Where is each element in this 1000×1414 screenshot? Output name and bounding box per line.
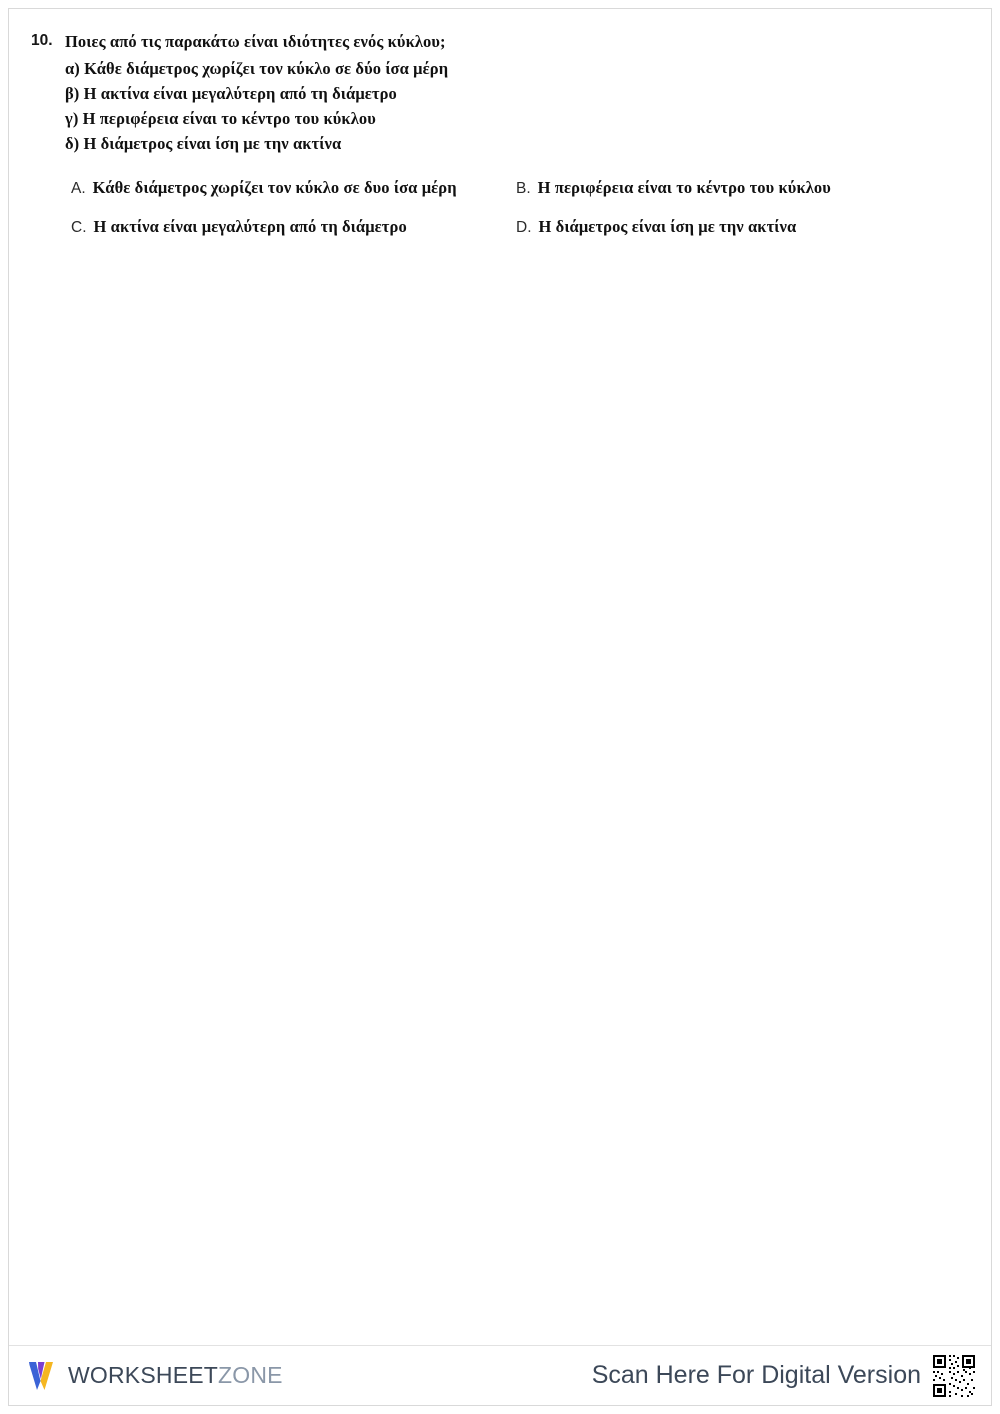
- answer-choice-b[interactable]: [516, 178, 961, 198]
- worksheet-zone-logo-icon: [27, 1359, 59, 1393]
- page-footer: [9, 1345, 991, 1405]
- answer-choices: [71, 178, 961, 237]
- answer-choice-d[interactable]: [516, 217, 961, 237]
- brand-logo: [27, 1359, 283, 1393]
- qr-code-icon[interactable]: [931, 1353, 977, 1399]
- question-block: [31, 31, 961, 156]
- question-subitem: γ) Η περιφέρεια είναι το κέντρο του κύκλου: [65, 108, 376, 128]
- digital-version-section: [592, 1353, 977, 1399]
- choice-text: Κάθε διάμετρος χωρίζει τον κύκλο σε δυο ίσα μέρη: [92, 178, 457, 198]
- brand-name-secondary: ZONE: [218, 1362, 283, 1388]
- worksheet-page: [8, 8, 992, 1406]
- choice-text: Η περιφέρεια είναι το κέντρο του κύκλου: [537, 178, 831, 198]
- question-subitem: α) Κάθε διάμετρος χωρίζει τον κύκλο σε δύο ίσα μέρη: [65, 59, 449, 79]
- question-subitem: β) Η ακτίνα είναι μεγαλύτερη από τη διάμετρο: [65, 84, 397, 104]
- brand-name: [68, 1362, 283, 1389]
- answer-choice-a[interactable]: [71, 178, 516, 198]
- choice-letter: C.: [71, 219, 87, 237]
- choice-letter: B.: [516, 180, 531, 198]
- question-body: [65, 31, 961, 156]
- question-subitems: [65, 57, 961, 156]
- scan-instruction-text: Scan Here For Digital Version: [591, 1361, 921, 1389]
- brand-name-primary: WORKSHEET: [68, 1362, 219, 1388]
- question-number: 10.: [31, 32, 53, 49]
- worksheet-content: [9, 9, 991, 1345]
- choice-letter: D.: [516, 219, 532, 237]
- choice-letter: A.: [71, 180, 86, 198]
- question-subitem: δ) Η διάμετρος είναι ίση με την ακτίνα: [65, 133, 342, 153]
- choice-text: Η ακτίνα είναι μεγαλύτερη από τη διάμετρο: [93, 217, 407, 237]
- question-stem: Ποιες από τις παρακάτω είναι ιδιότητες ενός κύκλου;: [65, 32, 446, 51]
- answer-choice-c[interactable]: [71, 217, 516, 237]
- choice-text: Η διάμετρος είναι ίση με την ακτίνα: [538, 217, 797, 237]
